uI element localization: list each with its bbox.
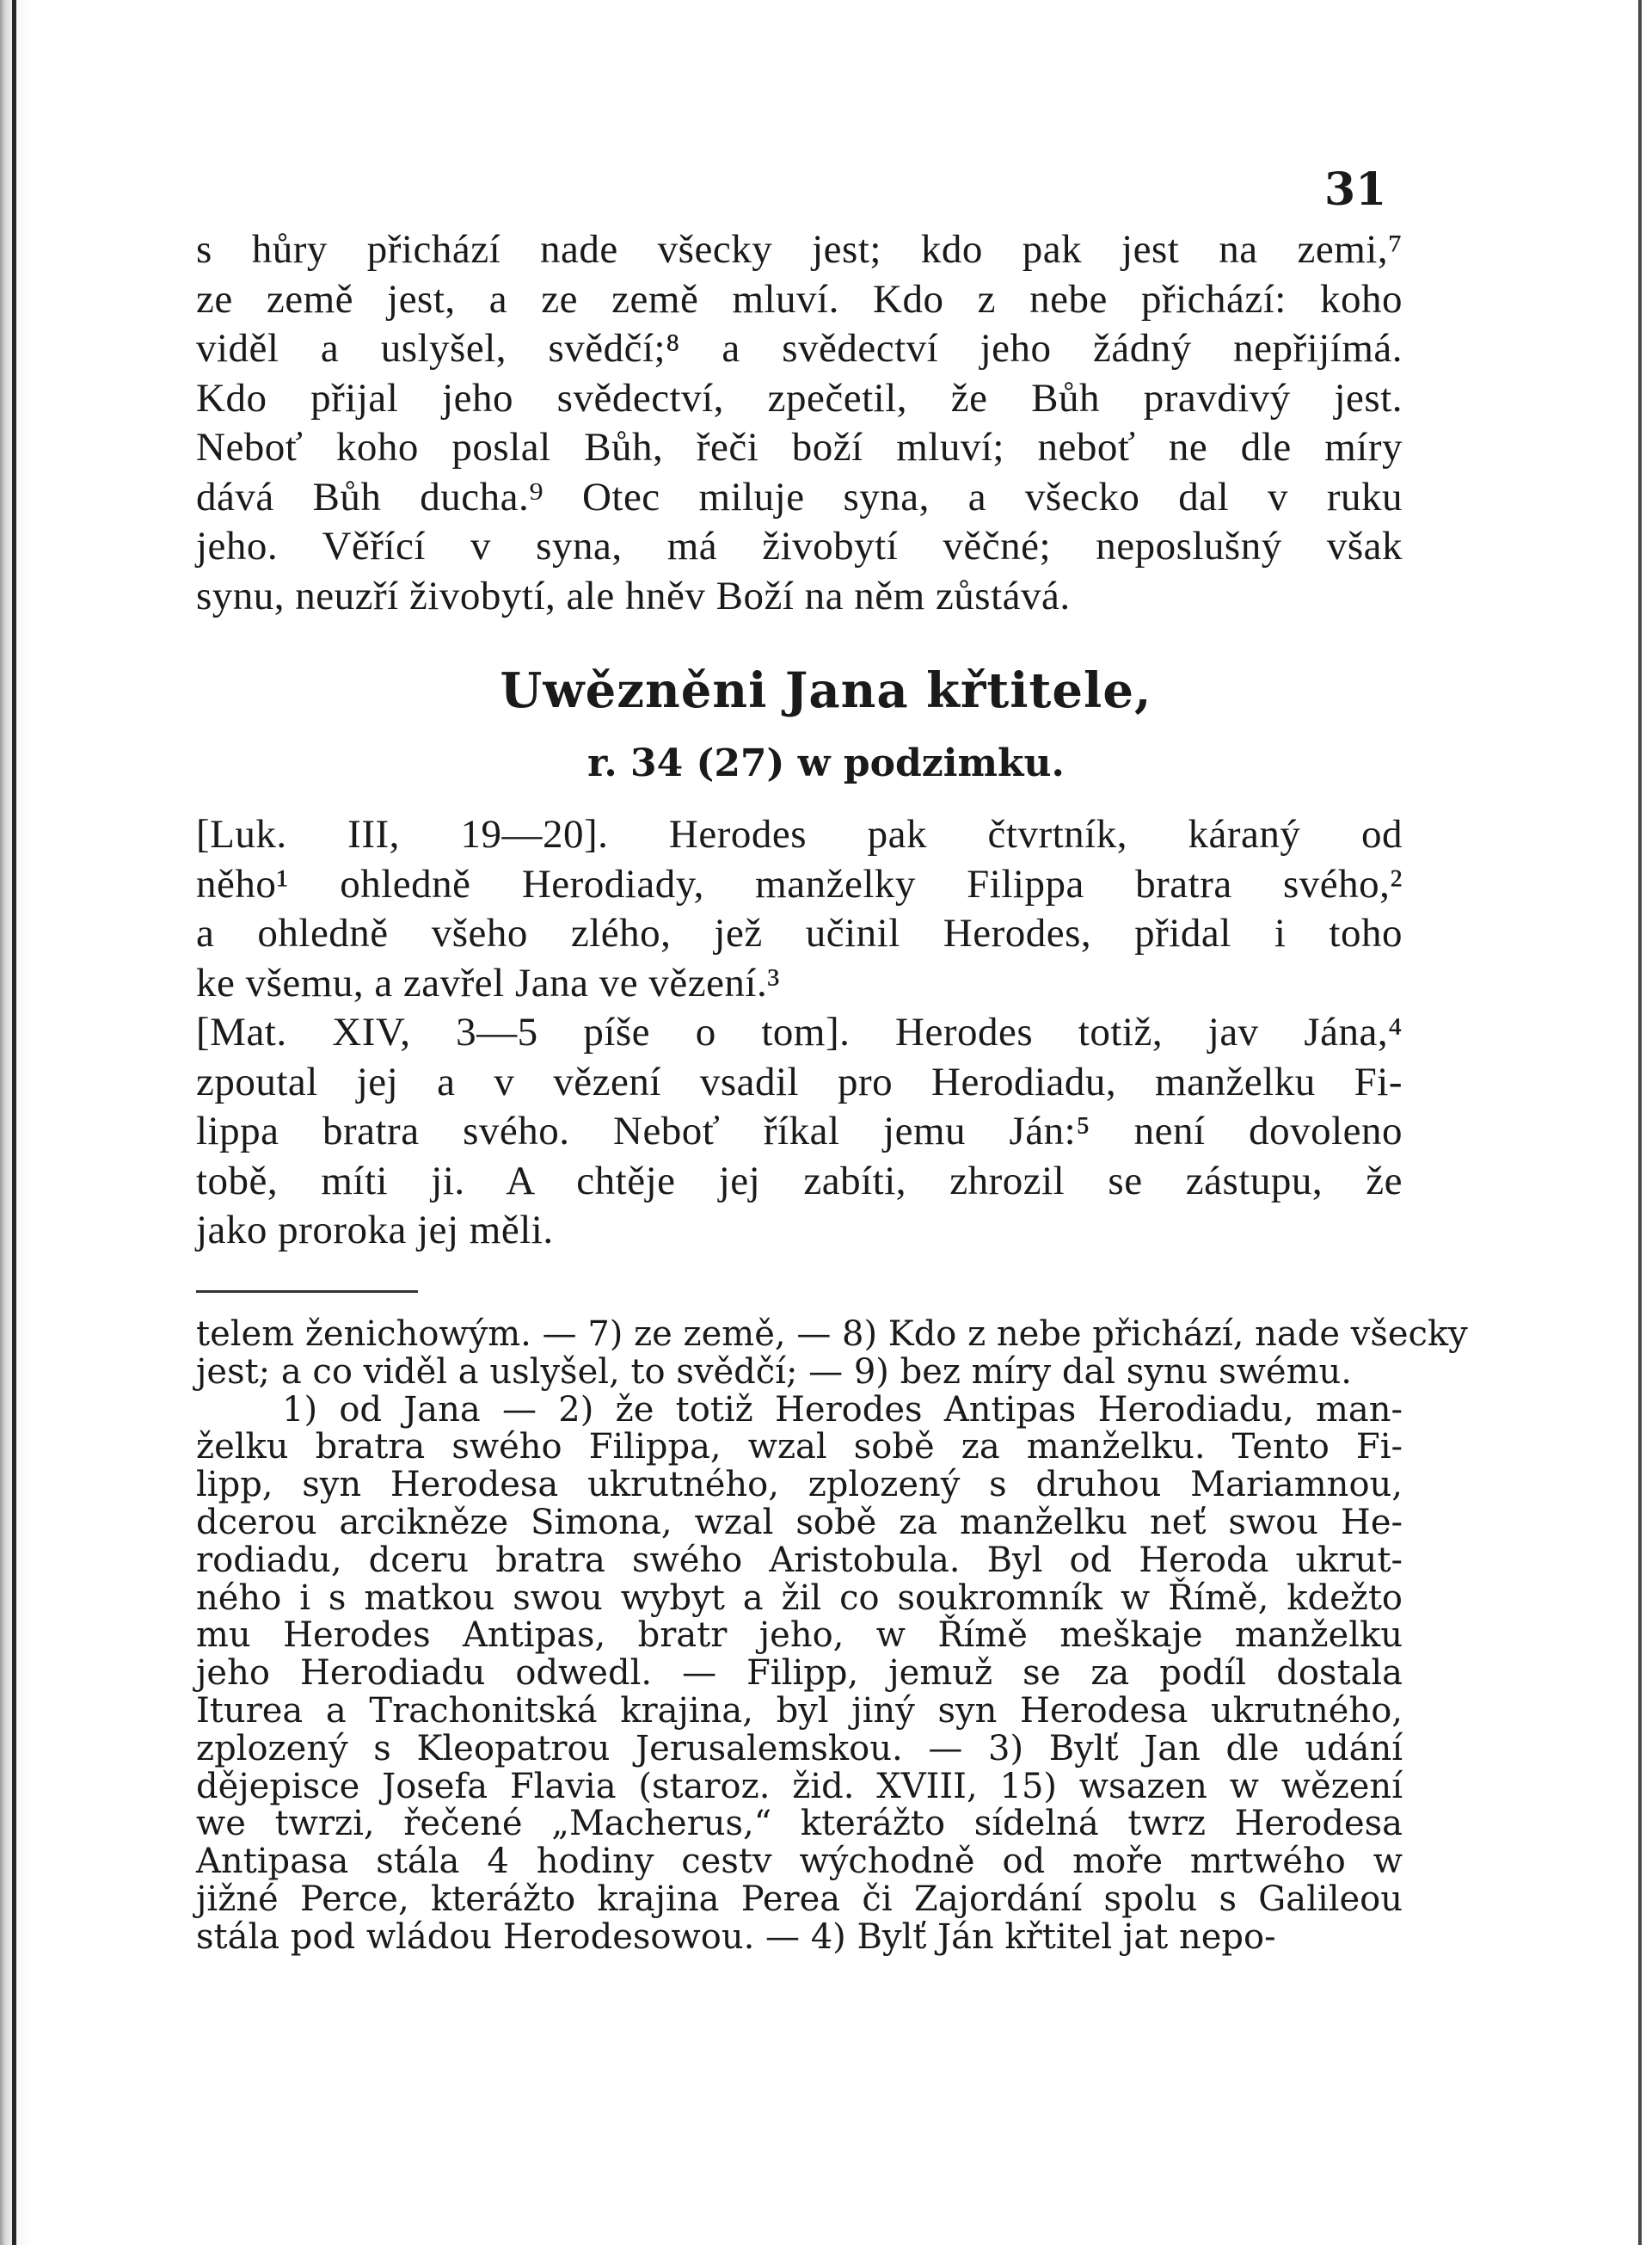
text-line: viděl a uslyšel, svědčí;⁸ a svědectví jeho žádný nepřijímá. [196, 326, 1403, 371]
footnotes [196, 1314, 1468, 1957]
footnote-line: lipp, syn Herodesa ukrutného, zplozený s druhou Mariamnou, [196, 1465, 1403, 1505]
text-line: a ohledně všeho zlého, jež učinil Herodes, přidal i toho [196, 911, 1403, 956]
text-line: zpoutal jej a v vězení vsadil pro Herodiadu, manželku Fi- [196, 1059, 1403, 1104]
page-left-edge-shadow [0, 0, 33, 2245]
paragraph-matthew [196, 1008, 1403, 1256]
footnote-line: zplozený s Kleopatrou Jerusalemskou. — 3) Bylť Jan dle udání [196, 1728, 1403, 1768]
main-paragraph [196, 225, 1403, 621]
footnote-line: dcerou arcikněze Simona, wzal sobě za manželku neť swou He- [196, 1502, 1403, 1542]
footnote-line: ného i s matkou swou wybyt a žil co soukromník w Římě, kdežto [196, 1578, 1403, 1618]
text-line: lippa bratra svého. Neboť říkal jemu Ján:⁵ není dovoleno [196, 1109, 1403, 1153]
footnote-line: we twrzi, řečené „Macherus,“ kterážto sídelná twrz Herodesa [196, 1804, 1403, 1844]
paragraph-herodes-imprisonment [196, 810, 1403, 1008]
footnote-line: jeho Herodiadu odwedl. — Filipp, jemuž se za podíl dostala [196, 1653, 1403, 1694]
text-line: Neboť koho poslal Bůh, řeči boží mluví; neboť ne dle míry [196, 425, 1403, 470]
text-line: Kdo přijal jeho svědectví, zpečetil, že Bůh pravdivý jest. [196, 375, 1403, 421]
text-line: něho¹ ohledně Herodiady, manželky Filippa bratra svého,² [196, 861, 1403, 907]
footnote-line: rodiadu, dceru bratra swého Aristobula. Byl od Heroda ukrut- [196, 1540, 1403, 1580]
footnote-line: Antipasa stála 4 hodiny cestv wýchodně od moře mrtwého w [196, 1842, 1403, 1882]
text-line: s hůry přichází nade všecky jest; kdo pak jest na zemi,⁷ [196, 227, 1403, 272]
text-line: ke všemu, a zavřel Jana ve vězení.³ [196, 960, 780, 1006]
text-line: tobě, míti ji. A chtěje jej zabíti, zhrozil se zástupu, že [196, 1158, 1403, 1203]
text-line: dává Bůh ducha.⁹ Otec miluje syna, a všecko dal v ruku [196, 474, 1403, 520]
footnote-line: mu Herodes Antipas, bratr jeho, w Římě meškaje manželku [196, 1615, 1403, 1656]
section-subtitle: r. 34 (27) w podzimku. [587, 741, 1065, 785]
footnote-line: telem ženichowým. — 7) ze země, — 8) Kdo z nebe přichází, nade všecky [196, 1314, 1468, 1354]
page-number: 31 [1324, 163, 1387, 216]
text-line: ze země jest, a ze země mluví. Kdo z nebe přichází: koho [196, 276, 1403, 322]
footnote-line: želku bratra swého Filippa, wzal sobě za manželku. Tento Fi- [196, 1427, 1403, 1467]
footnote-divider [196, 1290, 418, 1293]
footnote-line: jižné Perce, kterážto krajina Perea či Zajordání spolu s Galileou [196, 1879, 1403, 1919]
text-line: jako proroka jej měli. [196, 1208, 554, 1252]
footnote-line: dějepisce Josefa Flavia (staroz. žid. XVIII, 15) wsazen w wězení [196, 1766, 1403, 1806]
text-line: synu, neuzří živobytí, ale hněv Boží na něm zůstává. [196, 573, 1071, 618]
binding-line-right [1638, 0, 1642, 2245]
text-line: [Mat. XIV, 3—5 píše o tom]. Herodes totiž, jav Jána,⁴ [196, 1010, 1403, 1055]
footnote-line: 1) od Jana — 2) že totiž Herodes Antipas Herodiadu, man- [282, 1389, 1403, 1430]
section-title: Uwězněni Jana křtitele, [500, 662, 1152, 719]
footnote-line: jest; a co viděl a uslyšel, to svědčí; — 9) bez míry dal synu swému. [196, 1351, 1353, 1392]
text-line: jeho. Věřící v syna, má živobytí věčné; neposlušný však [196, 524, 1403, 569]
text-line: [Luk. III, 19—20]. Herodes pak čtvrtník, káraný od [196, 812, 1403, 857]
footnote-line: stála pod wládou Herodesowou. — 4) Bylť Ján křtitel jat nepo- [196, 1916, 1276, 1957]
binding-line-left [12, 0, 16, 2245]
footnote-line: Iturea a Trachonitská krajina, byl jiný syn Herodesa ukrutného, [196, 1690, 1403, 1731]
